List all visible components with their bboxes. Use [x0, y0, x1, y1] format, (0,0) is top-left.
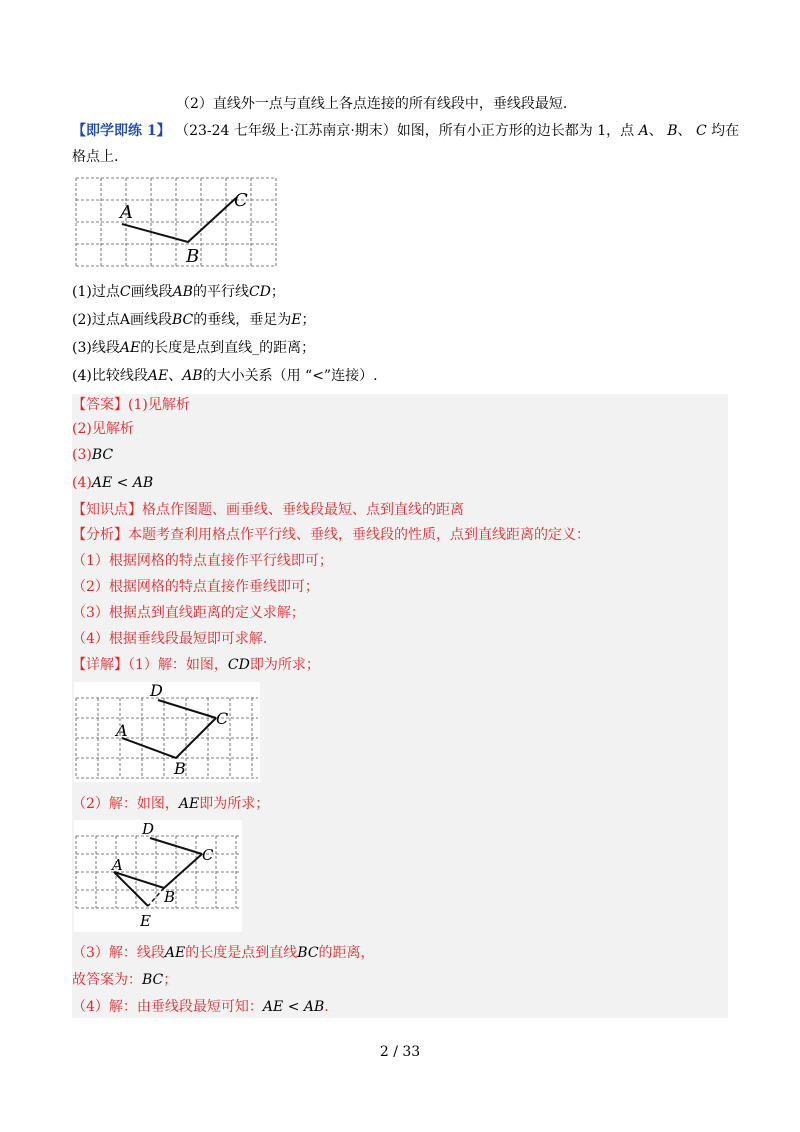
detail-4: （4）解：由垂线段最短可知：AE < AB.	[72, 999, 329, 1015]
svg-text:A: A	[116, 721, 128, 740]
header-note: （2）直线外一点与直线上各点连接的所有线段中，垂线段最短.	[176, 96, 568, 112]
analysis-step-1: （1）根据网格的特点直接作平行线即可；	[72, 553, 333, 569]
segment-abc	[122, 198, 236, 242]
answer-line-3: (3)BC	[72, 447, 114, 463]
analysis-line: 【分析】本题考查利用格点作平行线、垂线，垂线段的性质，点到直线距离的定义：	[72, 527, 590, 543]
detail-2: （2）解：如图，AE即为所求；	[72, 796, 270, 812]
exercise-tag: 【即学即练 1】	[72, 123, 171, 139]
question-2: (2)过点A画线段BC的垂线，垂足为E；	[72, 312, 316, 328]
detail-1: 【详解】（1）解：如图，CD即为所求；	[72, 657, 320, 673]
svg-text:C: C	[216, 709, 229, 728]
svg-text:B: B	[174, 759, 186, 778]
analysis-step-2: （2）根据网格的特点直接作垂线即可；	[72, 579, 319, 595]
point-b-inline: B	[667, 123, 678, 139]
answer-tag: 【答案】	[72, 397, 128, 413]
fig1-label-c: C	[234, 190, 248, 211]
answer-line-4: (4)AE < AB	[72, 475, 154, 491]
exercise-source: （23-24 七年级上·江苏南京·期末）如图，所有小正方形的边长都为 1，点	[175, 123, 635, 139]
detail-3: （3）解：线段AE的长度是点到直线BC的距离，	[72, 945, 375, 961]
question-3: (3)线段AE的长度是点到直线_的距离；	[72, 340, 316, 356]
analysis-step-3: （3）根据点到直线距离的定义求解；	[72, 605, 305, 621]
question-4: (4)比较线段AE、AB的大小关系（用 “<”连接）.	[72, 368, 378, 384]
question-1: (1)过点C画线段AB的平行线CD；	[72, 284, 285, 300]
detail-3-answer: 故答案为：BC；	[72, 972, 178, 988]
figure-question-grid	[74, 176, 278, 272]
svg-text:D: D	[150, 682, 163, 700]
svg-text:B: B	[164, 888, 176, 906]
fig1-label-b: B	[186, 246, 200, 267]
svg-text:D: D	[142, 820, 155, 838]
analysis-step-4: （4）根据垂线段最短即可求解.	[72, 631, 268, 647]
exercise-source-tail: 均在	[711, 123, 740, 139]
answer-line-1: 【答案】(1)见解析	[72, 397, 190, 413]
figure-solution-ae	[74, 820, 242, 932]
page-number: 2 / 33	[379, 1044, 421, 1060]
svg-text:A: A	[112, 856, 123, 874]
exercise-line: 【即学即练 1】 （23-24 七年级上·江苏南京·期末）如图，所有小正方形的边长都为 1，点 A、 B、 C 均在	[72, 123, 740, 139]
knowledge-line: 【知识点】格点作图题、画垂线、垂线段最短、点到直线的距离	[72, 502, 464, 518]
exercise-second-line: 格点上.	[72, 149, 119, 165]
point-c-inline: C	[695, 123, 707, 139]
answer-line-2: (2)见解析	[72, 421, 134, 437]
figure-solution-cd	[74, 682, 260, 782]
point-a-inline: A	[638, 123, 649, 139]
svg-text:C: C	[202, 846, 214, 864]
svg-text:E: E	[140, 912, 151, 930]
fig1-label-a: A	[120, 202, 133, 223]
